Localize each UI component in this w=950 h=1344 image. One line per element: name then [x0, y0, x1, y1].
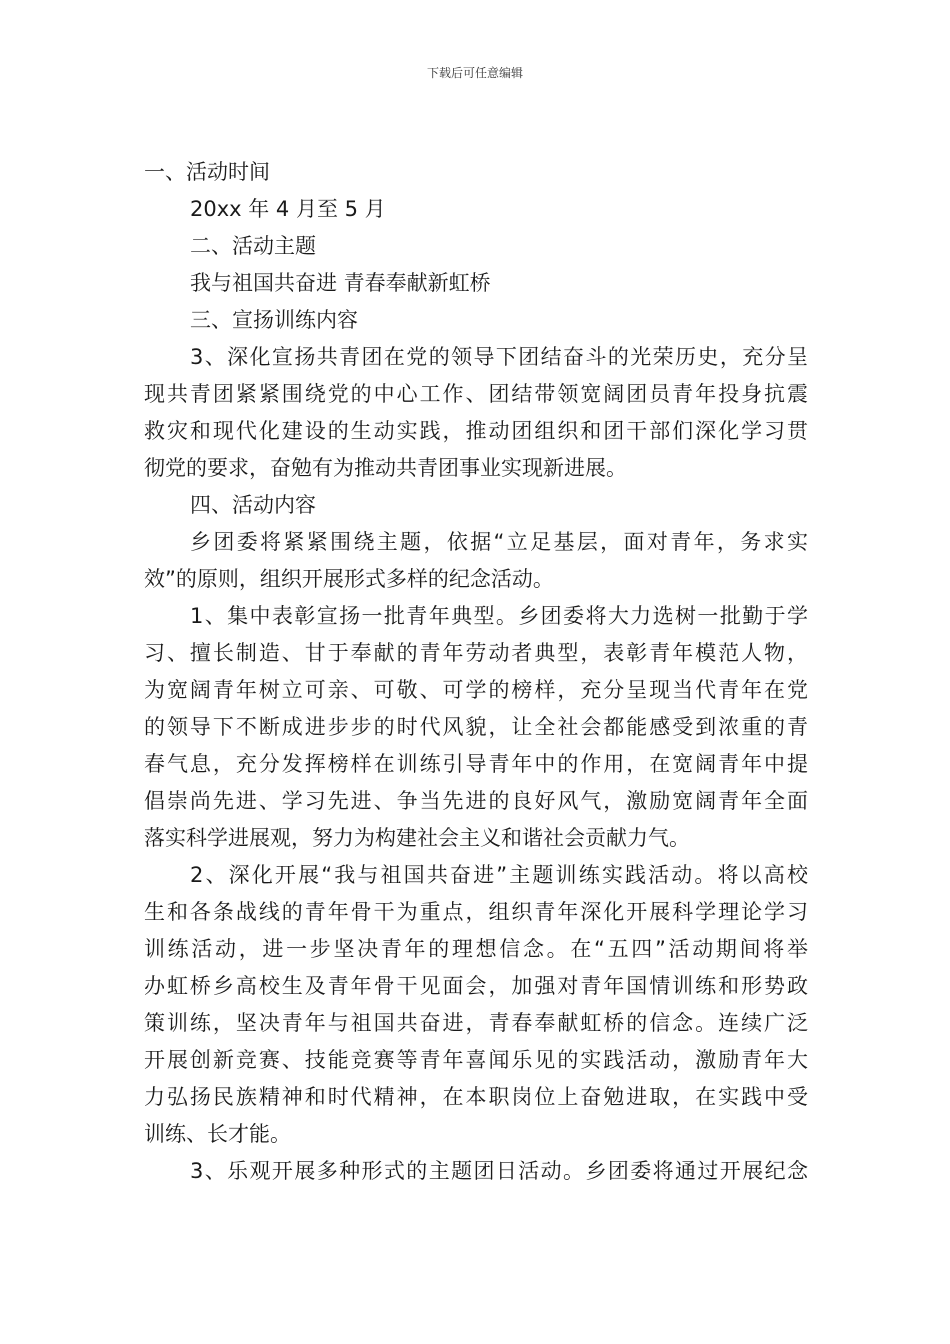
paragraph-line: 训练活动，进一步坚决青年的理想信念。在“五四”活动期间将举: [144, 937, 808, 961]
section-heading-content: 四、活动内容: [190, 493, 316, 517]
paragraph-line: 力弘扬民族精神和时代精神，在本职岗位上奋勉进取，在实践中受: [144, 1085, 808, 1109]
paragraph-line: 习、擅长制造、甘于奉献的青年劳动者典型，表彰青年模范人物，: [144, 641, 808, 665]
paragraph-line: 倡崇尚先进、学习先进、争当先进的良好风气，激励宽阔青年全面: [144, 789, 808, 813]
activity-theme-value: 我与祖国共奋进 青春奉献新虹桥: [190, 271, 491, 295]
document-body: [144, 154, 808, 1190]
paragraph-line: 的领导下不断成进步步的时代风貌，让全社会都能感受到浓重的青: [144, 715, 808, 739]
paragraph-line: 乡团委将紧紧围绕主题，依据“立足基层，面对青年，务求实: [190, 530, 808, 554]
section-heading-time: 一、活动时间: [144, 160, 270, 184]
paragraph-line: 2、深化开展“我与祖国共奋进”主题训练实践活动。将以高校: [190, 863, 808, 887]
paragraph-line: 为宽阔青年树立可亲、可敬、可学的榜样，充分呈现当代青年在党: [144, 678, 808, 702]
paragraph-line: 策训练，坚决青年与祖国共奋进，青春奉献虹桥的信念。连续广泛: [144, 1011, 808, 1035]
page-header: 下载后可任意编辑: [426, 66, 523, 80]
paragraph-line: 1、集中表彰宣扬一批青年典型。乡团委将大力选树一批勤于学: [190, 604, 808, 628]
section-heading-publicity: 三、宣扬训练内容: [190, 308, 358, 332]
paragraph-line: 彻党的要求，奋勉有为推动共青团事业实现新进展。: [144, 456, 627, 480]
section-heading-theme: 二、活动主题: [190, 234, 316, 258]
activity-time-value: 20xx 年 4 月至 5 月: [190, 197, 386, 221]
paragraph-line: 落实科学进展观，努力为构建社会主义和谐社会贡献力气。: [144, 826, 690, 850]
paragraph-line: 训练、长才能。: [144, 1122, 291, 1146]
paragraph-line: 3、深化宣扬共青团在党的领导下团结奋斗的光荣历史，充分呈: [190, 345, 808, 369]
paragraph-line: 现共青团紧紧围绕党的中心工作、团结带领宽阔团员青年投身抗震: [144, 382, 808, 406]
paragraph-line: 春气息，充分发挥榜样在训练引导青年中的作用，在宽阔青年中提: [144, 752, 808, 776]
paragraph-line: 3、乐观开展多种形式的主题团日活动。乡团委将通过开展纪念: [190, 1159, 808, 1183]
paragraph-line: 开展创新竞赛、技能竞赛等青年喜闻乐见的实践活动，激励青年大: [144, 1048, 808, 1072]
paragraph-line: 生和各条战线的青年骨干为重点，组织青年深化开展科学理论学习: [144, 900, 808, 924]
paragraph-line: 救灾和现代化建设的生动实践，推动团组织和团干部们深化学习贯: [144, 419, 808, 443]
paragraph-line: 效”的原则，组织开展形式多样的纪念活动。: [144, 567, 554, 591]
paragraph-line: 办虹桥乡高校生及青年骨干见面会，加强对青年国情训练和形势政: [144, 974, 808, 998]
